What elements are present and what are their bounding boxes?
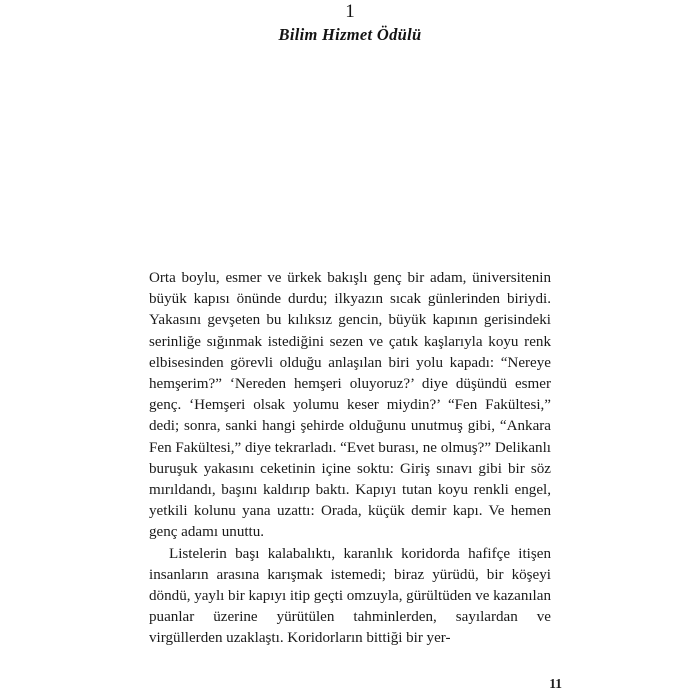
- body-text-block: [149, 268, 551, 650]
- chapter-heading: [0, 0, 700, 46]
- chapter-number: 1: [345, 1, 355, 22]
- page-number: 11: [549, 676, 562, 691]
- paragraph: Orta boylu, esmer ve ürkek bakışlı genç bir adam, üniversitenin büyük kapısı önünde durdu; ilkyazın sıcak günlerinden biriydi. Yakasını gevşeten bu kılıksız gencin, büyük kapının gerisindeki serinliğe sığınmak istediğini sezen ve çatık kaşlarıyla koyu renk elbisesinden görevli olduğu anlaşılan biri yolu kapadı: “Nereye hemşerim?” ‘Nereden hemşeri oluyoruz?’ diye düşündü esmer genç. ‘Hemşeri olsak yolumu keser miydin?’ “Fen Fakültesi,” dedi; sonra, sanki hangi şehirde olduğunu unutmuş gibi, “Ankara Fen Fakültesi,” diye tekrarladı. “Evet burası, ne olmuş?” Delikanlı buruşuk yakasını ceketinin içine soktu: Giriş sınavı gibi bir söz mırıldandı, başını kaldırıp baktı. Kapıyı tutan koyu renkli engel, yetkili kolunu yana uzattı: Orada, küçük demir kapı. Ve hemen genç adamı unuttu.: [149, 270, 551, 541]
- chapter-title: Bilim Hizmet Ödülü: [278, 25, 422, 44]
- paragraph: Listelerin başı kalabalıktı, karanlık koridorda hafifçe itişen insanların arasına karışmak istemedi; biraz yürüdü, bir köşeyi döndü, yaylı bir kapıyı itip geçti omzuyla, gürültüden ve kazanılan puanlar üzerine yürütülen tahminlerden, sayılardan ve virgüllerden uzaklaştı. Koridorların bittiği bir yer-: [149, 545, 551, 647]
